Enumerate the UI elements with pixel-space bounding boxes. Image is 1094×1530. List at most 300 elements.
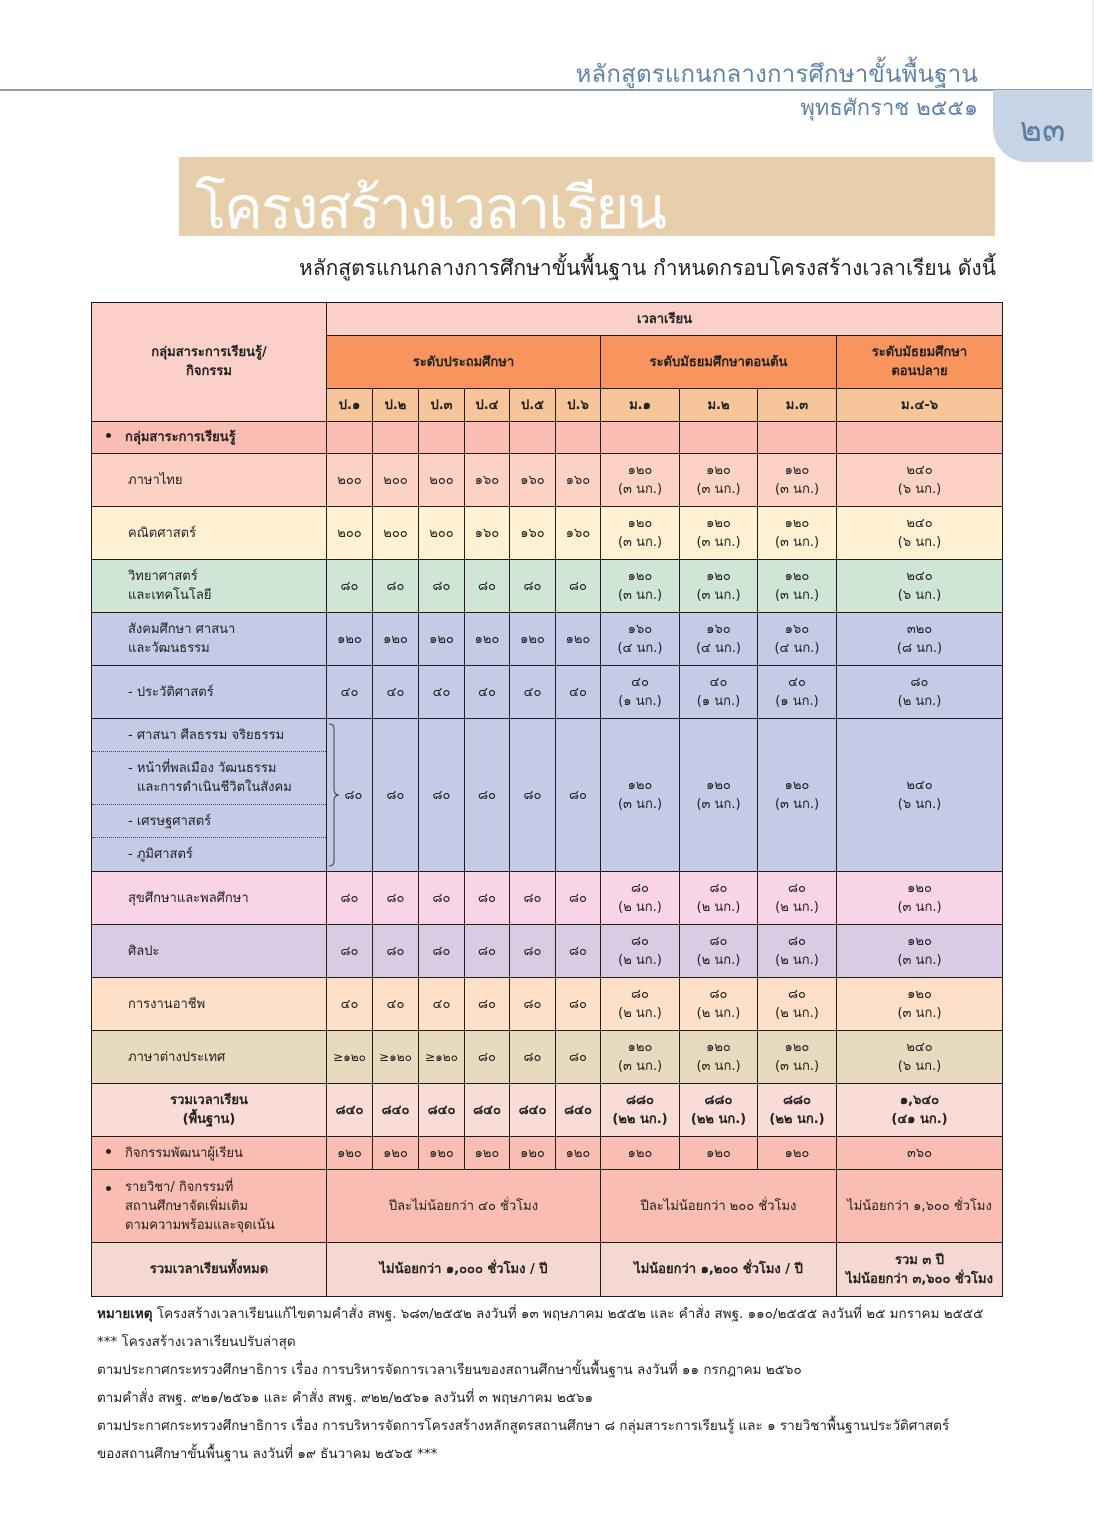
subject-label-text: วิทยาศาสตร์ [128,569,198,584]
hours-cell: ๔๐ [419,978,465,1031]
table-row [92,978,1003,1031]
hours-credit-cell [837,925,1003,978]
hours-credit-cell [837,1031,1003,1084]
empty-cell [373,422,419,454]
hours-cell: ๑๒๐ [601,1137,680,1170]
curriculum-title: หลักสูตรแกนกลางการศึกษาขั้นพื้นฐาน [575,60,978,88]
hours-cell: ๘๐ [419,560,465,613]
subgroup-item-text: - เศรษฐศาสตร์ [128,813,212,829]
hours-credit-cell [837,719,1003,872]
hours-cell: ๒๐๐ [373,454,419,507]
hours-credit-cell [758,560,837,613]
hours-cell: ๘๐ [556,925,601,978]
corner-header [92,303,327,422]
credits: (๓ นก.) [696,482,741,497]
subject-label-text: และวัฒนธรรม [128,641,210,656]
hours-credit-cell [601,560,680,613]
credits: (๓ นก.) [774,482,820,497]
hours-cell: ๒๐๐ [373,507,419,560]
hours-credit-cell [680,507,758,560]
extra-lower-secondary: ปีละไม่น้อยกว่า ๒๐๐ ชั่วโมง [601,1170,837,1243]
subject-label [92,507,327,560]
hours-cell: ๒๐๐ [419,454,465,507]
hours: ๑๒๐ [907,934,932,949]
activity-label-text: กิจกรรมพัฒนาผู้เรียน [125,1145,243,1161]
empty-cell [758,422,837,454]
hours: ๘๐ [788,934,806,949]
hours-cell: ๘๐ [419,719,465,872]
note-line: ตามประกาศกระทรวงศึกษาธิการ เรื่อง การบริหารจัดการเวลาเรียนของสถานศึกษาขั้นพื้นฐาน ลงวันที่ ๑๑ กรกฎาคม ๒๕๖๐ [97,1362,802,1378]
hours-cell: ๘๐ [556,560,601,613]
page-number-tab [993,90,1092,162]
credits: (๒ นก.) [775,953,819,968]
hours: ๘๐ [910,675,929,690]
intro-text: หลักสูตรแกนกลางการศึกษาขั้นพื้นฐาน กำหนดกรอบโครงสร้างเวลาเรียน ดังนี้ [298,256,996,280]
hours-cell: ๘๐ [373,925,419,978]
grade-header: ม.๒ [680,389,758,422]
hours-credit-cell [680,666,758,719]
hours-cell: ๑๒๐ [510,613,556,666]
hours-credit-cell [601,613,680,666]
hours-credit-cell [601,978,680,1031]
credits: (๑ นก.) [775,694,819,709]
credits: (๓ นก.) [774,1059,820,1074]
hours-cell: ๘๐ [556,872,601,925]
subject-label-text: สังคมศึกษา ศาสนา [128,622,236,637]
grade-header: ม.๔-๖ [837,389,1003,422]
hours-credit-cell [601,454,680,507]
hours-cell: ๑๒๐ [373,1137,419,1170]
hours-credit-cell [601,1031,680,1084]
hours-credit-cell [837,978,1003,1031]
total-label-text: รวมเวลาเรียน [170,1093,248,1108]
note-line [97,1300,983,1328]
credits: (๖ นก.) [897,535,942,550]
hours-cell: ๘๐ [556,719,601,872]
table-row [92,613,1003,666]
credits: (๖ นก.) [897,588,942,603]
credits: (๑ นก.) [696,694,741,709]
hours: ๑๒๐ [627,516,653,531]
subject-label-text: และเทคโนโลยี [128,588,212,603]
subgroup-item [92,719,326,752]
hours-cell: ๔๐ [419,666,465,719]
hours-cell: ๑๖๐ [556,454,601,507]
credits: (๑ นก.) [618,694,662,709]
empty-cell [556,422,601,454]
table-row-grand-total [92,1243,1003,1297]
hours-cell: ๘๔๐ [465,1084,510,1137]
level-primary: ระดับประถมศึกษา [327,336,601,389]
hours-cell: ๘๐ [510,925,556,978]
credits: (๖ นก.) [897,482,942,497]
hours-cell: ๔๐ [373,666,419,719]
hours-cell: ๘๔๐ [373,1084,419,1137]
credits: (๓ นก.) [617,535,663,550]
credits: (๘ นก.) [896,641,943,656]
section-banner [179,157,995,242]
hours: ๑๒๐ [627,778,653,793]
group-label [92,422,327,454]
bullet-icon [106,433,111,438]
hours-cell: ๑๒๐ [556,1137,601,1170]
subject-label [92,666,327,719]
hours: ๘๐ [709,987,728,1002]
hours-cell: ๘๐ [327,560,373,613]
hours-cell: ๘๐ [465,872,510,925]
grade-header: ป.๕ [510,389,556,422]
study-time-structure-table [91,302,1003,1297]
hours-cell: ๑๒๐ [327,1137,373,1170]
table-row [92,560,1003,613]
hours-credit-cell [837,454,1003,507]
hours-credit-cell [837,1084,1003,1137]
social-subgroup-labels [92,719,327,872]
note-line: *** โครงสร้างเวลาเรียนปรับล่าสุด [97,1334,296,1350]
hours: ๒๔๐ [906,516,933,531]
hours-credit-cell [601,872,680,925]
hours-cell: ๑๖๐ [510,507,556,560]
hours-cell: ๑๒๐ [680,1137,758,1170]
hours: ๒๔๐ [906,569,933,584]
hours: ๑๒๐ [706,516,731,531]
hours: ๒๔๐ [906,463,933,478]
credits: (๓ นก.) [774,588,820,603]
table-row [92,422,1003,454]
total-basic-label [92,1084,327,1137]
credits: (๓ นก.) [774,535,820,550]
hours-cell: ๘๐ [373,872,419,925]
empty-cell [601,422,680,454]
extra-label-text: รายวิชา/ กิจกรรมที่ [125,1179,234,1195]
hours-cell: ๑๖๐ [510,454,556,507]
hours-credit-cell [758,719,837,872]
hours: ๘๘๐ [783,1093,811,1108]
hours: ๑๒๐ [627,1040,653,1055]
credits: (๓ นก.) [617,482,663,497]
credits: (๓ นก.) [696,588,741,603]
hours-credit-cell [680,1084,758,1137]
hours-cell: ≥๑๒๐ [327,1031,373,1084]
table-row-total-basic [92,1084,1003,1137]
corner-label-line1: กลุ่มสาระการเรียนรู้/ [151,345,267,360]
hours-cell: ๑๒๐ [419,613,465,666]
table-row [92,666,1003,719]
subject-label-text: - ประวัติศาสตร์ [128,684,214,700]
hours-cell: ๘๔๐ [556,1084,601,1137]
hours-cell: ๒๐๐ [327,507,373,560]
credits: (๒ นก.) [618,1006,662,1021]
grand-total-primary: ไม่น้อยกว่า ๑,๐๐๐ ชั่วโมง / ปี [327,1243,601,1297]
hours-cell: ๑๖๐ [465,454,510,507]
hours-cell: ๔๐ [327,978,373,1031]
level-upper-line2: ตอนปลาย [891,364,948,379]
hours-cell: ๑๒๐ [465,613,510,666]
hours-cell: ๘๐ [465,719,510,872]
hours-cell [327,719,373,872]
subgroup-item-text: - หน้าที่พลเมือง วัฒนธรรม [128,761,277,776]
hours-credit-cell [758,1031,837,1084]
hours-cell: ๑๖๐ [465,507,510,560]
extra-primary: ปีละไม่น้อยกว่า ๔๐ ชั่วโมง [327,1170,601,1243]
hours-credit-cell [680,560,758,613]
curly-brace-icon [328,723,340,867]
credits: (๒ นก.) [618,953,662,968]
empty-cell [510,422,556,454]
section-title: โครงสร้างเวลาเรียน [195,174,665,242]
credits: (๒ นก.) [696,1006,741,1021]
credits: (๒ นก.) [696,953,741,968]
credits: (๓ นก.) [696,1059,741,1074]
hours: ๑๒๐ [784,1040,810,1055]
hours-credit-cell [601,1084,680,1137]
hours-credit-cell [758,872,837,925]
hours: ๒๔๐ [906,778,933,793]
curriculum-year: พุทธศักราช ๒๕๕๑ [800,96,978,121]
hours: ๘๐ [709,934,728,949]
credits: (๔๑ นก.) [891,1112,948,1127]
grade-header: ป.๒ [373,389,419,422]
hours: ๔๐ [631,675,649,690]
hours: ๑๒๐ [706,1040,731,1055]
hours-cell: ๑๒๐ [556,613,601,666]
hours: ๘๘๐ [626,1093,654,1108]
credits: (๓ นก.) [617,1059,663,1074]
table-row-activity [92,1137,1003,1170]
hours-cell: ๘๐ [510,978,556,1031]
hours: ๑๖๐ [784,622,810,637]
hours-cell: ๑๒๐ [419,1137,465,1170]
hours-cell: ๘๔๐ [327,1084,373,1137]
hours-cell: ๑๒๐ [327,613,373,666]
subject-label-text: ภาษาไทย [128,472,183,488]
credits: (๔ นก.) [774,641,820,656]
hours-credit-cell [837,507,1003,560]
hours-credit-cell [680,978,758,1031]
hours-credit-cell [758,925,837,978]
hours-cell: ๑๒๐ [758,1137,837,1170]
hours-credit-cell [680,872,758,925]
hours: ๘๐ [709,881,728,896]
hours-cell: ๑๒๐ [373,613,419,666]
credits: (๒๒ นก.) [612,1112,668,1127]
hours-cell: ๑๖๐ [556,507,601,560]
hours-credit-cell [680,454,758,507]
hours-credit-cell [758,978,837,1031]
credits: (๔ นก.) [617,641,663,656]
level-upper-line1: ระดับมัธยมศึกษา [871,345,968,360]
hours-cell: ๘๐ [510,560,556,613]
hours: ๘๐ [631,934,649,949]
note-line: ตามประกาศกระทรวงศึกษาธิการ เรื่อง การบริหารจัดการโครงสร้างหลักสูตรสถานศึกษา ๘ กลุ่มสาระการเรียนรู้ และ ๑ รายวิชาพื้นฐานประวัติศาสตร์ [97,1418,950,1434]
grade-header: ป.๔ [465,389,510,422]
hours-credit-cell [837,613,1003,666]
note-line: ตามคำสั่ง สพฐ. ๙๒๑/๒๕๖๑ และ คำสั่ง สพฐ. ๙๒๒/๒๕๖๑ ลงวันที่ ๓ พฤษภาคม ๒๕๖๑ [97,1390,594,1406]
hours: ๘๘๐ [704,1093,733,1108]
hours-cell: ๘๐ [510,719,556,872]
credits: (๒๒ นก.) [769,1112,825,1127]
subject-label: ภาษาต่างประเทศ [92,1031,327,1084]
hours-credit-cell [601,925,680,978]
credits: (๖ นก.) [897,797,942,812]
extra-label-text: ตามความพร้อมและจุดเน้น [125,1217,275,1233]
subject-label [92,560,327,613]
hours-cell: ๒๐๐ [419,507,465,560]
hours: ๑๒๐ [784,516,810,531]
credits: (๖ นก.) [897,1059,942,1074]
table-row [92,925,1003,978]
hours-credit-cell [758,507,837,560]
credits: (๓ นก.) [617,797,663,812]
hours-credit-cell [837,666,1003,719]
activity-label [92,1137,327,1170]
subject-label: การงานอาชีพ [92,978,327,1031]
hours-cell: ๘๔๐ [510,1084,556,1137]
table-row [92,719,1003,872]
credits: (๒๒ นก.) [690,1112,747,1127]
hours-cell: ๘๐ [373,560,419,613]
hours: ๑๒๐ [784,569,810,584]
hours-credit-cell [680,925,758,978]
hours-credit-cell [837,560,1003,613]
hours: ๘๐ [631,987,649,1002]
hours: ๑๒๐ [706,463,731,478]
bullet-icon [106,1186,111,1191]
time-header: เวลาเรียน [327,303,1003,336]
corner-label-line2: กิจกรรม [186,364,232,379]
hours: ๑๒๐ [706,778,731,793]
hours: ๑๒๐ [907,881,932,896]
hours-cell: ๑๒๐ [510,1137,556,1170]
hours-cell: ๑๒๐ [465,1137,510,1170]
hours-cell: ๔๐ [510,666,556,719]
table-row [92,454,1003,507]
level-upper-secondary [837,336,1003,389]
grand-total-upper-line1: รวม ๓ ปี [894,1252,945,1268]
subject-label: สุขศึกษาและพลศึกษา [92,872,327,925]
grand-total-upper-secondary [837,1243,1003,1297]
grade-header: ป.๖ [556,389,601,422]
group-label-text: กลุ่มสาระการเรียนรู้ [125,430,236,445]
empty-cell [465,422,510,454]
hours-cell: ๘๐ [419,872,465,925]
hours-cell: ๘๐ [327,925,373,978]
total-label-text: (พื้นฐาน) [182,1112,236,1127]
hours-cell: ๓๖๐ [837,1137,1003,1170]
credits: (๔ นก.) [695,641,741,656]
extra-upper-secondary: ไม่น้อยกว่า ๑,๖๐๐ ชั่วโมง [837,1170,1003,1243]
subject-label-text: คณิตศาสตร์ [128,525,197,541]
hours: ๑๒๐ [784,778,810,793]
credits: (๓ นก.) [897,953,942,968]
extra-label [92,1170,327,1243]
hours-credit-cell [758,454,837,507]
grand-total-label: รวมเวลาเรียนทั้งหมด [92,1243,327,1297]
hours-credit-cell [601,666,680,719]
credits: (๓ นก.) [696,797,741,812]
hours-cell: ๘๐ [327,872,373,925]
hours-credit-cell [601,719,680,872]
hours: ๒๔๐ [906,1040,933,1055]
bullet-icon [106,1149,111,1154]
hours: ๓๒๐ [906,622,933,637]
credits: (๒ นก.) [775,1006,819,1021]
hours-credit-cell [758,666,837,719]
credits: (๒ นก.) [775,900,819,915]
hours-cell: ๘๐ [556,1031,601,1084]
subgroup-item [92,752,326,805]
subject-label [92,454,327,507]
hours: ๑๖๐ [706,622,731,637]
credits: (๓ นก.) [897,1006,942,1021]
hours-cell: ๔๐ [373,978,419,1031]
empty-cell [327,422,373,454]
hours-cell: ๔๐ [556,666,601,719]
hours: ๘๐ [631,881,649,896]
hours: ๔๐ [788,675,806,690]
subject-label: ศิลปะ [92,925,327,978]
credits: (๓ นก.) [774,797,820,812]
hours: ๑๒๐ [784,463,810,478]
subgroup-item-text: และการดำเนินชีวิตในสังคม [137,780,292,795]
grand-total-lower-secondary: ไม่น้อยกว่า ๑,๒๐๐ ชั่วโมง / ปี [601,1243,837,1297]
credits: (๓ นก.) [897,900,942,915]
note-label: หมายเหตุ [97,1306,153,1322]
hours-cell: ๘๐ [556,978,601,1031]
hours-credit-cell [680,1031,758,1084]
subgroup-item [92,838,326,871]
hours: ๑๒๐ [907,987,932,1002]
hours-cell: ๘๐ [465,560,510,613]
table-row [92,872,1003,925]
hours-cell: ๘๐ [510,872,556,925]
hours-cell: ๒๐๐ [327,454,373,507]
note-line: ของสถานศึกษาขั้นพื้นฐาน ลงวันที่ ๑๙ ธันวาคม ๒๕๖๕ *** [97,1446,438,1462]
table-row [92,1031,1003,1084]
credits: (๒ นก.) [696,900,741,915]
hours-credit-cell [680,719,758,872]
grand-total-upper-line2: ไม่น้อยกว่า ๓,๖๐๐ ชั่วโมง [846,1271,993,1287]
note-text: โครงสร้างเวลาเรียนแก้ไขตามคำสั่ง สพฐ. ๖๘๓/๒๕๕๒ ลงวันที่ ๑๓ พฤษภาคม ๒๕๕๒ และ คำสั่ง สพฐ. ๑๑๐/๒๕๕๕ ลงวันที่ ๒๕ มกราคม ๒๕๕๕ [152,1306,984,1322]
hours-cell: ≥๑๒๐ [373,1031,419,1084]
credits: (๒ นก.) [897,694,942,709]
credits: (๓ นก.) [696,535,741,550]
hours-cell: ≥๑๒๐ [419,1031,465,1084]
subgroup-item [92,805,326,838]
hours-credit-cell [601,507,680,560]
hours-cell: ๘๐ [465,978,510,1031]
hours: ๘๐ [788,987,806,1002]
subject-label [92,613,327,666]
grade-header: ป.๓ [419,389,465,422]
subgroup-item-text: - ภูมิศาสตร์ [128,847,193,862]
hours-cell: ๘๐ [373,719,419,872]
hours-credit-cell [758,613,837,666]
credits: (๓ นก.) [617,588,663,603]
grade-header: ม.๓ [758,389,837,422]
extra-label-text: สถานศึกษาจัดเพิ่มเติม [125,1198,249,1214]
grade-header: ม.๑ [601,389,680,422]
hours: ๑,๖๔๐ [899,1093,940,1108]
hours: ๑๒๐ [706,569,731,584]
table-row-extra [92,1170,1003,1243]
empty-cell [837,422,1003,454]
hours-cell: ๘๐ [465,925,510,978]
credits: (๒ นก.) [618,900,662,915]
page-number: ๒๓ [1019,110,1066,150]
hours-credit-cell [680,613,758,666]
hours: ๑๒๐ [627,569,653,584]
